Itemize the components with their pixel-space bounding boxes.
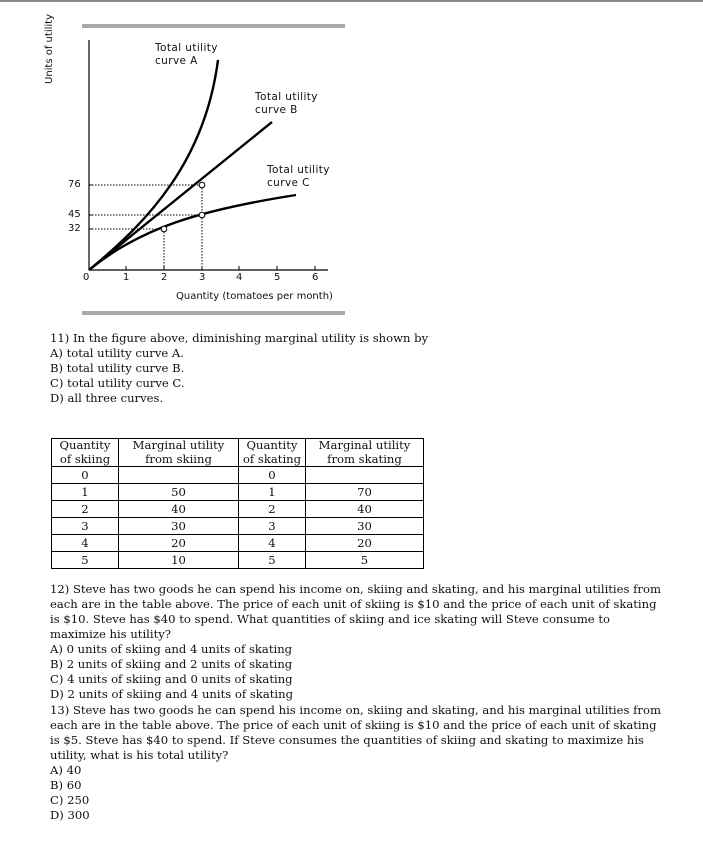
point-2 [161, 226, 167, 232]
table-cell: 2 [239, 501, 306, 518]
q13-option-d: D) 300 [50, 808, 90, 822]
table-cell [119, 467, 239, 484]
point-a-b-3 [199, 182, 205, 188]
table-row [52, 501, 424, 518]
table-cell: 5 [306, 552, 424, 569]
table-row [52, 552, 424, 569]
x-tick-6: 6 [312, 272, 319, 283]
x-tick-3: 3 [199, 272, 206, 283]
q11-option-a: A) total utility curve A. [50, 346, 184, 360]
q12-option-d: D) 2 units of skiing and 4 units of skating [50, 687, 294, 701]
table-cell: 1 [52, 484, 119, 501]
header-mu-skiing: Marginal utility from skiing [119, 439, 239, 467]
q13-option-a: A) 40 [50, 763, 82, 777]
table-cell: 30 [306, 518, 424, 535]
table-cell: 20 [119, 535, 239, 552]
table-cell: 3 [239, 518, 306, 535]
x-tick-2: 2 [161, 272, 168, 283]
table-row [52, 467, 424, 484]
q11-option-c: C) total utility curve C. [50, 376, 185, 390]
q13-option-b: B) 60 [50, 778, 82, 792]
q11-option-d: D) all three curves. [50, 391, 164, 405]
table-cell: 30 [119, 518, 239, 535]
table-cell: 0 [239, 467, 306, 484]
table-cell: 3 [52, 518, 119, 535]
table-cell: 2 [52, 501, 119, 518]
x-tick-5: 5 [274, 272, 281, 283]
x-tick-0: 0 [83, 272, 90, 283]
point-c-3 [199, 212, 205, 218]
curve-a [89, 60, 218, 270]
x-tick-1: 1 [123, 272, 130, 283]
q12-option-a: A) 0 units of skiing and 4 units of skating [50, 642, 293, 656]
curve-b-label: Total utility curve B [255, 91, 318, 116]
question-11-text: 11) In the figure above, diminishing marginal utility is shown by [50, 331, 429, 345]
header-quantity-skating: Quantity of skating [239, 439, 306, 467]
curve-c-label: Total utility curve C [267, 164, 330, 189]
table-row [52, 535, 424, 552]
table-cell: 5 [52, 552, 119, 569]
question-12-text: 12) Steve has two goods he can spend his income on, skiing and skating, and his marginal utilities from each are in the table above. The price of each unit of skiing is $10 and the price of each unit of skating is $10. Steve has $40 to spend. What quantities of skiing and ice skating will Steve consume to maximize his utility? [50, 582, 661, 641]
q12-option-b: B) 2 units of skiing and 2 units of skating [50, 657, 293, 671]
table-cell: 40 [119, 501, 239, 518]
q12-option-c: C) 4 units of skiing and 0 units of skating [50, 672, 293, 686]
curve-a-label: Total utility curve A [155, 42, 218, 67]
q13-option-c: C) 250 [50, 793, 90, 807]
header-mu-skating: Marginal utility from skating [306, 439, 424, 467]
q11-option-b: B) total utility curve B. [50, 361, 185, 375]
y-axis-label: Units of utility [44, 14, 55, 84]
question-13-text: 13) Steve has two goods he can spend his income on, skiing and skating, and his marginal utilities from each are in the table above. The price of each unit of skiing is $10 and the price of each unit of skating is $5. Steve has $40 to spend. If Steve consumes the quantities of skiing and skating to maximize his utility, what is his total utility? [50, 703, 661, 762]
table-cell: 4 [239, 535, 306, 552]
table-cell: 1 [239, 484, 306, 501]
table-cell: 10 [119, 552, 239, 569]
curve-b [89, 122, 272, 270]
table-cell [306, 467, 424, 484]
table-cell: 0 [52, 467, 119, 484]
table-header-row [52, 439, 424, 467]
marginal-utility-table [51, 438, 424, 569]
question-12 [50, 582, 662, 702]
x-axis-label: Quantity (tomatoes per month) [176, 291, 333, 302]
table-row [52, 484, 424, 501]
x-tick-4: 4 [236, 272, 243, 283]
question-11 [50, 331, 650, 406]
table-cell: 20 [306, 535, 424, 552]
curve-c [89, 195, 296, 270]
table-cell: 40 [306, 501, 424, 518]
y-tick-32: 32 [68, 223, 81, 234]
header-quantity-skiing: Quantity of skiing [52, 439, 119, 467]
table-cell: 50 [119, 484, 239, 501]
y-tick-76: 76 [68, 179, 81, 190]
figure-bottom-rule [82, 311, 345, 315]
y-tick-45: 45 [68, 209, 81, 220]
table-row [52, 518, 424, 535]
table-cell: 70 [306, 484, 424, 501]
total-utility-figure [0, 0, 703, 320]
table-cell: 5 [239, 552, 306, 569]
table-cell: 4 [52, 535, 119, 552]
question-13 [50, 703, 662, 823]
